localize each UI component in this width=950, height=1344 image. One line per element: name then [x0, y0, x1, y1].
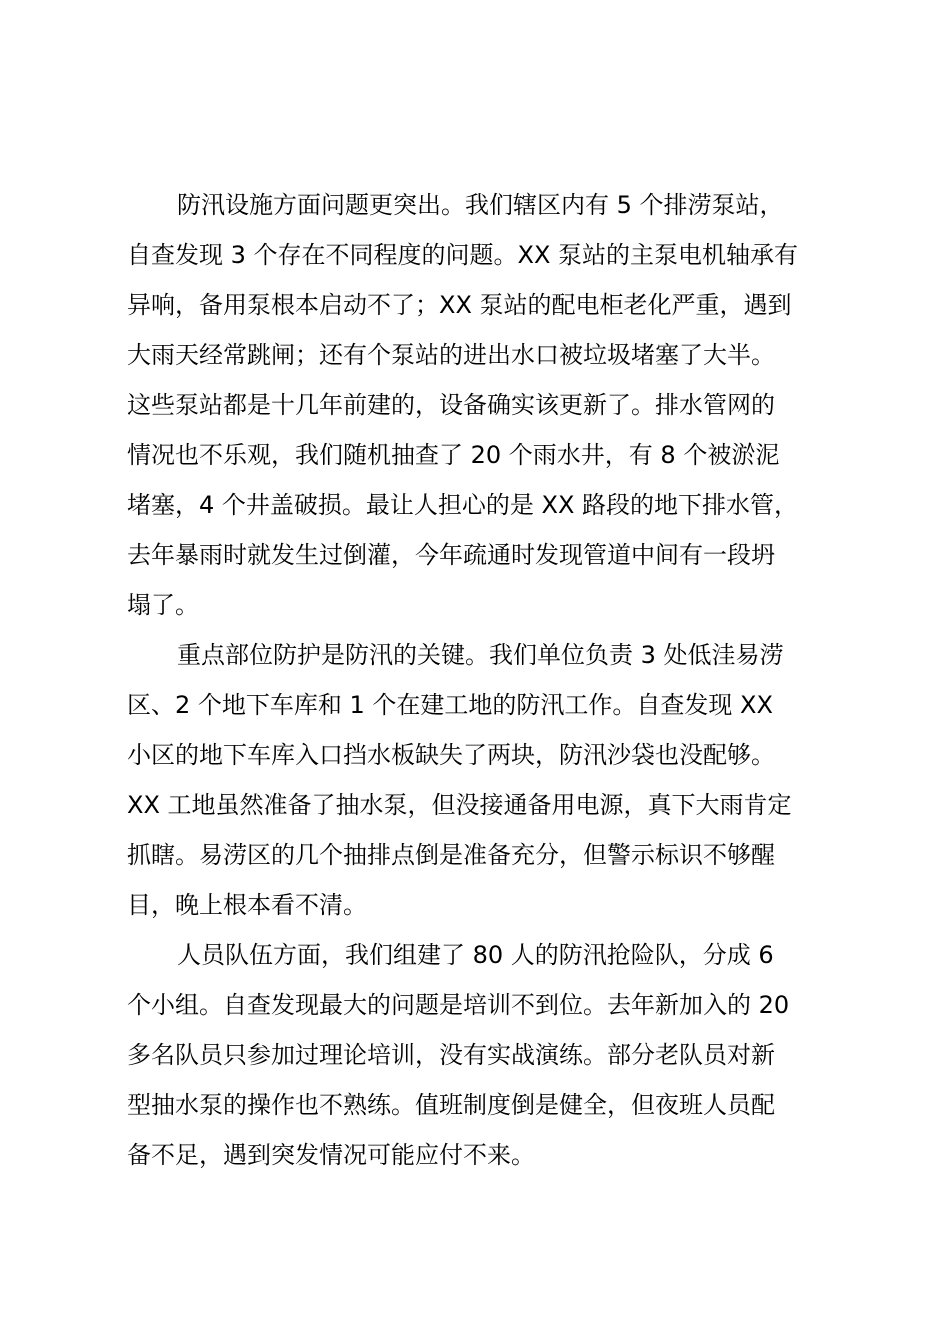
text-line: 异响，备用泵根本启动不了；XX 泵站的配电柜老化严重，遇到 — [127, 291, 792, 319]
text-line: 个小组。自查发现最大的问题是培训不到位。去年新加入的 20 — [127, 991, 790, 1019]
document-body — [127, 180, 839, 1180]
text-line: 重点部位防护是防汛的关键。我们单位负责 3 处低洼易涝 — [177, 641, 784, 669]
text-line: 小区的地下车库入口挡水板缺失了两块，防汛沙袋也没配够。 — [127, 741, 775, 769]
text-line: 备不足，遇到突发情况可能应付不来。 — [127, 1141, 535, 1169]
text-line: 多名队员只参加过理论培训，没有实战演练。部分老队员对新 — [127, 1041, 775, 1069]
text-line: 堵塞，4 个井盖破损。最让人担心的是 XX 路段的地下排水管， — [127, 491, 799, 519]
text-line: 塌了。 — [127, 591, 199, 619]
text-line: 目，晚上根本看不清。 — [127, 891, 367, 919]
text-line: 型抽水泵的操作也不熟练。值班制度倒是健全，但夜班人员配 — [127, 1091, 775, 1119]
text-line: 防汛设施方面问题更突出。我们辖区内有 5 个排涝泵站， — [177, 191, 784, 219]
text-line: 大雨天经常跳闸；还有个泵站的进出水口被垃圾堵塞了大半。 — [127, 341, 775, 369]
text-line: XX 工地虽然准备了抽水泵，但没接通备用电源，真下大雨肯定 — [127, 791, 792, 819]
text-line: 自查发现 3 个存在不同程度的问题。XX 泵站的主泵电机轴承有 — [127, 241, 799, 269]
text-line: 这些泵站都是十几年前建的，设备确实该更新了。排水管网的 — [127, 391, 775, 419]
text-line: 去年暴雨时就发生过倒灌，今年疏通时发现管道中间有一段坍 — [127, 541, 775, 569]
text-line: 抓瞎。易涝区的几个抽排点倒是准备充分，但警示标识不够醒 — [127, 841, 775, 869]
text-line: 人员队伍方面，我们组建了 80 人的防汛抢险队，分成 6 — [177, 941, 774, 969]
paragraph-flood-facilities — [127, 180, 839, 630]
text-line: 情况也不乐观，我们随机抽查了 20 个雨水井，有 8 个被淤泥 — [127, 441, 780, 469]
paragraph-key-areas — [127, 630, 839, 930]
text-line: 区、2 个地下车库和 1 个在建工地的防汛工作。自查发现 XX — [127, 691, 773, 719]
paragraph-personnel — [127, 930, 839, 1180]
